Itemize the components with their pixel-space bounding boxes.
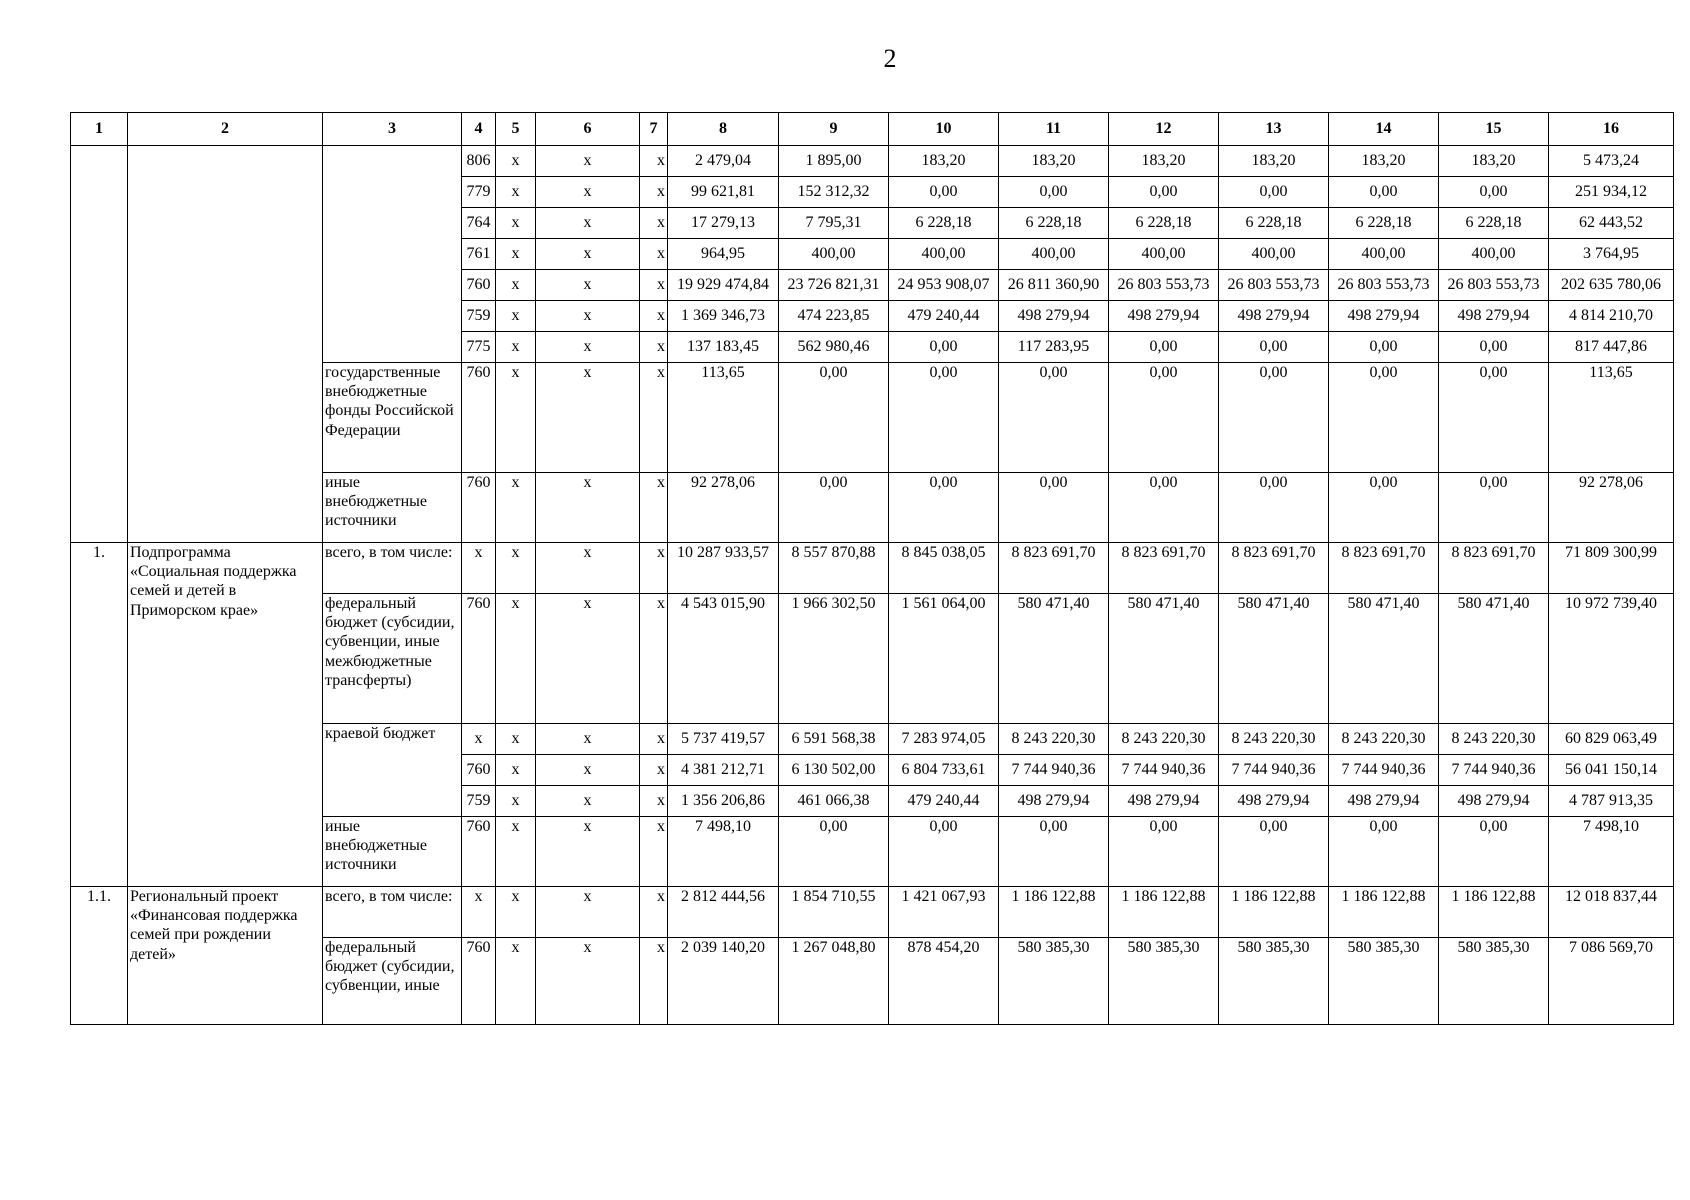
year-value-cell: 8 243 220,30 [1439, 724, 1549, 755]
column-header-4: 4 [462, 113, 496, 146]
expense-type-cell: x [640, 724, 668, 755]
grbs-code-cell: 760 [462, 755, 496, 786]
year-value-cell: 0,00 [889, 363, 999, 473]
expense-type-cell: x [640, 786, 668, 817]
year-value-cell: 479 240,44 [889, 786, 999, 817]
section-code-cell: x [496, 177, 536, 208]
year-value-cell: 1 186 122,88 [1439, 887, 1549, 938]
year-value-cell: 152 312,32 [779, 177, 889, 208]
funding-source-cell: государственные внебюджетные фонды Российской Федерации [323, 363, 462, 473]
section-code-cell: x [496, 473, 536, 543]
year-value-cell: 0,00 [889, 817, 999, 887]
year-value-cell: 400,00 [1329, 239, 1439, 270]
year-value-cell: 0,00 [999, 817, 1109, 887]
year-value-cell: 17 279,13 [668, 208, 779, 239]
target-article-cell: x [536, 239, 640, 270]
total-value-cell: 7 086 569,70 [1549, 938, 1674, 1025]
grbs-code-cell: 761 [462, 239, 496, 270]
grbs-code-cell: 759 [462, 301, 496, 332]
year-value-cell: 0,00 [1329, 177, 1439, 208]
year-value-cell: 0,00 [779, 473, 889, 543]
year-value-cell: 400,00 [1109, 239, 1219, 270]
year-value-cell: 498 279,94 [999, 786, 1109, 817]
year-value-cell: 8 823 691,70 [999, 543, 1109, 594]
target-article-cell: x [536, 332, 640, 363]
table-row [71, 146, 1674, 177]
total-value-cell: 56 041 150,14 [1549, 755, 1674, 786]
year-value-cell: 0,00 [1439, 177, 1549, 208]
year-value-cell: 0,00 [1329, 363, 1439, 473]
year-value-cell: 0,00 [889, 473, 999, 543]
year-value-cell: 26 811 360,90 [999, 270, 1109, 301]
section-code-cell: x [496, 755, 536, 786]
year-value-cell: 6 130 502,00 [779, 755, 889, 786]
section-code-cell: x [496, 786, 536, 817]
year-value-cell: 2 812 444,56 [668, 887, 779, 938]
funding-source-cell: краевой бюджет [323, 724, 462, 817]
year-value-cell: 0,00 [779, 363, 889, 473]
section-code-cell: x [496, 270, 536, 301]
year-value-cell: 6 228,18 [1109, 208, 1219, 239]
year-value-cell: 1 895,00 [779, 146, 889, 177]
year-value-cell: 400,00 [1439, 239, 1549, 270]
year-value-cell: 1 186 122,88 [999, 887, 1109, 938]
year-value-cell: 400,00 [889, 239, 999, 270]
year-value-cell: 2 039 140,20 [668, 938, 779, 1025]
year-value-cell: 0,00 [1219, 177, 1329, 208]
year-value-cell: 0,00 [1329, 817, 1439, 887]
section-code-cell: x [496, 301, 536, 332]
year-value-cell: 0,00 [1109, 817, 1219, 887]
year-value-cell: 0,00 [1219, 363, 1329, 473]
column-header-8: 8 [668, 113, 779, 146]
year-value-cell: 92 278,06 [668, 473, 779, 543]
expense-type-cell: x [640, 473, 668, 543]
grbs-code-cell: 764 [462, 208, 496, 239]
target-article-cell: x [536, 887, 640, 938]
year-value-cell: 26 803 553,73 [1329, 270, 1439, 301]
expense-type-cell: x [640, 146, 668, 177]
year-value-cell: 24 953 908,07 [889, 270, 999, 301]
year-value-cell: 479 240,44 [889, 301, 999, 332]
table-row [71, 887, 1674, 938]
total-value-cell: 62 443,52 [1549, 208, 1674, 239]
year-value-cell: 26 803 553,73 [1109, 270, 1219, 301]
grbs-code-cell: 760 [462, 594, 496, 724]
funding-source-cell: иные внебюджетные источники [323, 473, 462, 543]
year-value-cell: 26 803 553,73 [1439, 270, 1549, 301]
year-value-cell: 8 823 691,70 [1219, 543, 1329, 594]
year-value-cell: 1 966 302,50 [779, 594, 889, 724]
year-value-cell: 1 421 067,93 [889, 887, 999, 938]
year-value-cell: 580 471,40 [1109, 594, 1219, 724]
year-value-cell: 0,00 [1439, 817, 1549, 887]
year-value-cell: 4 543 015,90 [668, 594, 779, 724]
funding-source-cell [323, 146, 462, 363]
total-value-cell: 3 764,95 [1549, 239, 1674, 270]
grbs-code-cell: x [462, 543, 496, 594]
page-number: 2 [883, 44, 897, 73]
year-value-cell: 0,00 [1109, 363, 1219, 473]
year-value-cell: 580 471,40 [1219, 594, 1329, 724]
column-header-5: 5 [496, 113, 536, 146]
year-value-cell: 964,95 [668, 239, 779, 270]
year-value-cell: 0,00 [889, 177, 999, 208]
year-value-cell: 183,20 [1329, 146, 1439, 177]
year-value-cell: 400,00 [1219, 239, 1329, 270]
year-value-cell: 5 737 419,57 [668, 724, 779, 755]
expense-type-cell: x [640, 270, 668, 301]
total-value-cell: 4 814 210,70 [1549, 301, 1674, 332]
grbs-code-cell: 760 [462, 817, 496, 887]
year-value-cell: 498 279,94 [1219, 786, 1329, 817]
expense-type-cell: x [640, 239, 668, 270]
year-value-cell: 0,00 [1109, 177, 1219, 208]
year-value-cell: 0,00 [1439, 363, 1549, 473]
row-number-cell: 1.1. [71, 887, 128, 1025]
section-code-cell: x [496, 146, 536, 177]
year-value-cell: 0,00 [1439, 473, 1549, 543]
program-name-cell: Региональный проект «Финансовая поддержка семей при рождении детей» [128, 887, 323, 1025]
year-value-cell: 498 279,94 [1439, 786, 1549, 817]
expense-type-cell: x [640, 332, 668, 363]
expense-type-cell: x [640, 363, 668, 473]
expense-type-cell: x [640, 887, 668, 938]
total-value-cell: 5 473,24 [1549, 146, 1674, 177]
year-value-cell: 580 385,30 [1219, 938, 1329, 1025]
target-article-cell: x [536, 177, 640, 208]
total-value-cell: 202 635 780,06 [1549, 270, 1674, 301]
year-value-cell: 8 243 220,30 [999, 724, 1109, 755]
year-value-cell: 7 744 940,36 [1329, 755, 1439, 786]
section-code-cell: x [496, 208, 536, 239]
target-article-cell: x [536, 755, 640, 786]
year-value-cell: 580 471,40 [1439, 594, 1549, 724]
year-value-cell: 8 823 691,70 [1109, 543, 1219, 594]
target-article-cell: x [536, 543, 640, 594]
year-value-cell: 580 471,40 [999, 594, 1109, 724]
grbs-code-cell: x [462, 724, 496, 755]
total-value-cell: 817 447,86 [1549, 332, 1674, 363]
total-value-cell: 71 809 300,99 [1549, 543, 1674, 594]
expense-type-cell: x [640, 817, 668, 887]
year-value-cell: 183,20 [1109, 146, 1219, 177]
year-value-cell: 6 228,18 [1219, 208, 1329, 239]
year-value-cell: 0,00 [1109, 332, 1219, 363]
year-value-cell: 8 243 220,30 [1109, 724, 1219, 755]
grbs-code-cell: x [462, 887, 496, 938]
year-value-cell: 7 744 940,36 [1219, 755, 1329, 786]
target-article-cell: x [536, 270, 640, 301]
year-value-cell: 0,00 [999, 473, 1109, 543]
section-code-cell: x [496, 817, 536, 887]
table-row [71, 543, 1674, 594]
expense-type-cell: x [640, 938, 668, 1025]
year-value-cell: 7 795,31 [779, 208, 889, 239]
year-value-cell: 498 279,94 [1329, 301, 1439, 332]
year-value-cell: 4 381 212,71 [668, 755, 779, 786]
funding-source-cell: всего, в том числе: [323, 887, 462, 938]
year-value-cell: 26 803 553,73 [1219, 270, 1329, 301]
year-value-cell: 99 621,81 [668, 177, 779, 208]
total-value-cell: 60 829 063,49 [1549, 724, 1674, 755]
year-value-cell: 183,20 [1439, 146, 1549, 177]
year-value-cell: 400,00 [999, 239, 1109, 270]
year-value-cell: 6 804 733,61 [889, 755, 999, 786]
year-value-cell: 0,00 [1109, 473, 1219, 543]
total-value-cell: 4 787 913,35 [1549, 786, 1674, 817]
year-value-cell: 498 279,94 [1109, 786, 1219, 817]
grbs-code-cell: 806 [462, 146, 496, 177]
section-code-cell: x [496, 543, 536, 594]
year-value-cell: 580 471,40 [1329, 594, 1439, 724]
target-article-cell: x [536, 786, 640, 817]
year-value-cell: 0,00 [779, 817, 889, 887]
section-code-cell: x [496, 239, 536, 270]
total-value-cell: 92 278,06 [1549, 473, 1674, 543]
year-value-cell: 461 066,38 [779, 786, 889, 817]
year-value-cell: 1 356 206,86 [668, 786, 779, 817]
expense-type-cell: x [640, 208, 668, 239]
target-article-cell: x [536, 938, 640, 1025]
year-value-cell: 1 854 710,55 [779, 887, 889, 938]
year-value-cell: 8 845 038,05 [889, 543, 999, 594]
section-code-cell: x [496, 887, 536, 938]
target-article-cell: x [536, 363, 640, 473]
year-value-cell: 183,20 [1219, 146, 1329, 177]
year-value-cell: 183,20 [999, 146, 1109, 177]
funding-source-cell: всего, в том числе: [323, 543, 462, 594]
header-row [71, 113, 1674, 146]
year-value-cell: 400,00 [779, 239, 889, 270]
expense-type-cell: x [640, 301, 668, 332]
year-value-cell: 878 454,20 [889, 938, 999, 1025]
target-article-cell: x [536, 724, 640, 755]
year-value-cell: 7 283 974,05 [889, 724, 999, 755]
section-code-cell: x [496, 724, 536, 755]
year-value-cell: 1 186 122,88 [1329, 887, 1439, 938]
target-article-cell: x [536, 208, 640, 239]
row-number-cell [71, 146, 128, 543]
total-value-cell: 10 972 739,40 [1549, 594, 1674, 724]
table-header [71, 113, 1674, 146]
section-code-cell: x [496, 938, 536, 1025]
year-value-cell: 0,00 [1219, 817, 1329, 887]
year-value-cell: 1 369 346,73 [668, 301, 779, 332]
year-value-cell: 6 228,18 [889, 208, 999, 239]
year-value-cell: 6 591 568,38 [779, 724, 889, 755]
table-body [71, 146, 1674, 1025]
grbs-code-cell: 759 [462, 786, 496, 817]
year-value-cell: 498 279,94 [1439, 301, 1549, 332]
expense-type-cell: x [640, 594, 668, 724]
year-value-cell: 6 228,18 [1439, 208, 1549, 239]
grbs-code-cell: 775 [462, 332, 496, 363]
year-value-cell: 8 243 220,30 [1329, 724, 1439, 755]
expense-type-cell: x [640, 177, 668, 208]
program-name-cell: Подпрограмма «Социальная поддержка семей и детей в Приморском крае» [128, 543, 323, 887]
year-value-cell: 117 283,95 [999, 332, 1109, 363]
budget-table [70, 112, 1674, 1025]
grbs-code-cell: 760 [462, 473, 496, 543]
column-header-14: 14 [1329, 113, 1439, 146]
year-value-cell: 0,00 [1439, 332, 1549, 363]
grbs-code-cell: 779 [462, 177, 496, 208]
year-value-cell: 498 279,94 [1219, 301, 1329, 332]
grbs-code-cell: 760 [462, 270, 496, 301]
year-value-cell: 10 287 933,57 [668, 543, 779, 594]
total-value-cell: 113,65 [1549, 363, 1674, 473]
year-value-cell: 580 385,30 [999, 938, 1109, 1025]
total-value-cell: 12 018 837,44 [1549, 887, 1674, 938]
year-value-cell: 0,00 [889, 332, 999, 363]
year-value-cell: 7 744 940,36 [1439, 755, 1549, 786]
column-header-11: 11 [999, 113, 1109, 146]
year-value-cell: 1 186 122,88 [1109, 887, 1219, 938]
column-header-10: 10 [889, 113, 999, 146]
year-value-cell: 8 823 691,70 [1439, 543, 1549, 594]
year-value-cell: 137 183,45 [668, 332, 779, 363]
year-value-cell: 498 279,94 [999, 301, 1109, 332]
target-article-cell: x [536, 594, 640, 724]
year-value-cell: 498 279,94 [1329, 786, 1439, 817]
year-value-cell: 0,00 [1219, 473, 1329, 543]
funding-source-cell: иные внебюджетные источники [323, 817, 462, 887]
year-value-cell: 498 279,94 [1109, 301, 1219, 332]
year-value-cell: 0,00 [999, 177, 1109, 208]
year-value-cell: 2 479,04 [668, 146, 779, 177]
column-header-15: 15 [1439, 113, 1549, 146]
column-header-16: 16 [1549, 113, 1674, 146]
target-article-cell: x [536, 146, 640, 177]
year-value-cell: 8 243 220,30 [1219, 724, 1329, 755]
target-article-cell: x [536, 473, 640, 543]
year-value-cell: 8 823 691,70 [1329, 543, 1439, 594]
year-value-cell: 0,00 [999, 363, 1109, 473]
column-header-6: 6 [536, 113, 640, 146]
year-value-cell: 7 498,10 [668, 817, 779, 887]
column-header-2: 2 [128, 113, 323, 146]
year-value-cell: 1 186 122,88 [1219, 887, 1329, 938]
program-name-cell [128, 146, 323, 543]
section-code-cell: x [496, 594, 536, 724]
year-value-cell: 6 228,18 [999, 208, 1109, 239]
year-value-cell: 562 980,46 [779, 332, 889, 363]
grbs-code-cell: 760 [462, 363, 496, 473]
year-value-cell: 7 744 940,36 [1109, 755, 1219, 786]
section-code-cell: x [496, 332, 536, 363]
year-value-cell: 6 228,18 [1329, 208, 1439, 239]
year-value-cell: 0,00 [1219, 332, 1329, 363]
column-header-9: 9 [779, 113, 889, 146]
year-value-cell: 113,65 [668, 363, 779, 473]
column-header-12: 12 [1109, 113, 1219, 146]
year-value-cell: 1 267 048,80 [779, 938, 889, 1025]
funding-source-cell: федеральный бюджет (субсидии, субвенции, иные межбюджетные трансферты) [323, 594, 462, 724]
row-number-cell: 1. [71, 543, 128, 887]
column-header-13: 13 [1219, 113, 1329, 146]
year-value-cell: 19 929 474,84 [668, 270, 779, 301]
year-value-cell: 7 744 940,36 [999, 755, 1109, 786]
year-value-cell: 23 726 821,31 [779, 270, 889, 301]
target-article-cell: x [536, 301, 640, 332]
year-value-cell: 183,20 [889, 146, 999, 177]
year-value-cell: 0,00 [1329, 473, 1439, 543]
column-header-3: 3 [323, 113, 462, 146]
section-code-cell: x [496, 363, 536, 473]
total-value-cell: 7 498,10 [1549, 817, 1674, 887]
year-value-cell: 474 223,85 [779, 301, 889, 332]
column-header-1: 1 [71, 113, 128, 146]
year-value-cell: 0,00 [1329, 332, 1439, 363]
year-value-cell: 580 385,30 [1109, 938, 1219, 1025]
year-value-cell: 580 385,30 [1439, 938, 1549, 1025]
column-header-7: 7 [640, 113, 668, 146]
target-article-cell: x [536, 817, 640, 887]
expense-type-cell: x [640, 755, 668, 786]
funding-source-cell: федеральный бюджет (субсидии, субвенции, иные [323, 938, 462, 1025]
grbs-code-cell: 760 [462, 938, 496, 1025]
year-value-cell: 1 561 064,00 [889, 594, 999, 724]
year-value-cell: 8 557 870,88 [779, 543, 889, 594]
expense-type-cell: x [640, 543, 668, 594]
total-value-cell: 251 934,12 [1549, 177, 1674, 208]
year-value-cell: 580 385,30 [1329, 938, 1439, 1025]
